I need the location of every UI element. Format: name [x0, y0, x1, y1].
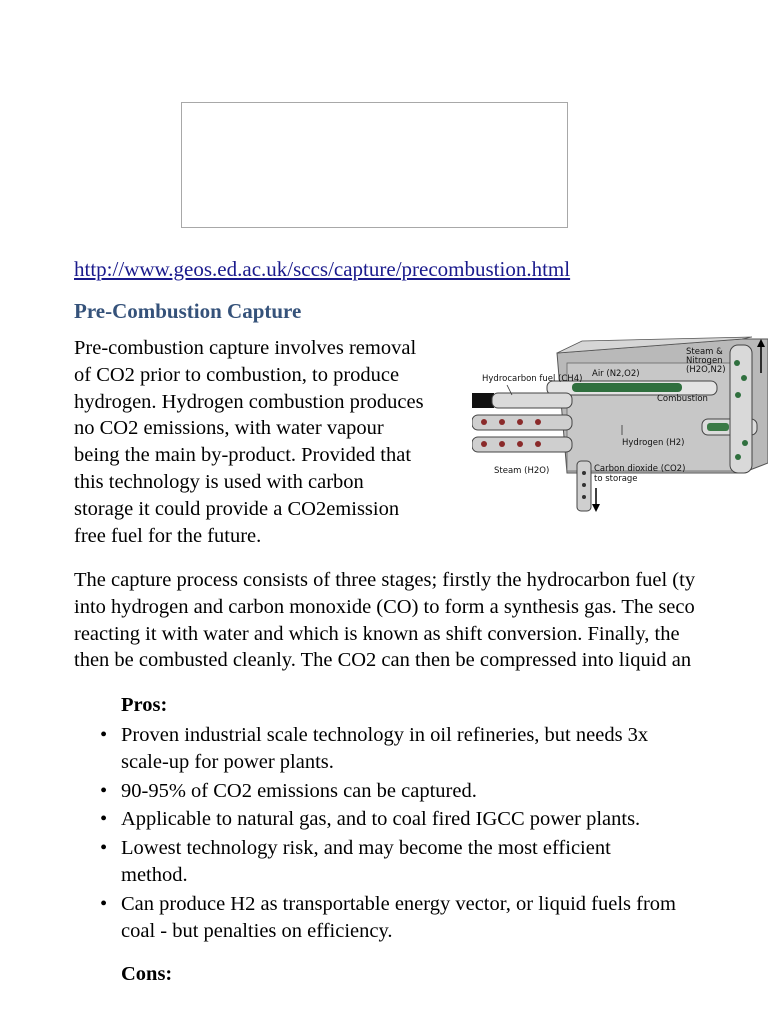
source-url-link[interactable]: http://www.geos.ed.ac.uk/sccs/capture/precombustion.html [74, 257, 571, 281]
label-hydrogen: Hydrogen (H2) [622, 438, 685, 448]
label-steam-nitrogen-2: Nitrogen [686, 356, 723, 366]
embedded-frame-placeholder [181, 102, 568, 228]
list-item-line: Can produce H2 as transportable energy vector, or liquid fuels from [121, 892, 676, 915]
fuel-pipe [492, 393, 572, 408]
list-item-line: scale-up for power plants. [121, 750, 334, 773]
label-steam-nitrogen-3: (H2O,N2) [686, 365, 726, 375]
bullet-icon: • [100, 808, 108, 831]
bullet-icon: • [100, 892, 108, 915]
co2-arrow-head [592, 504, 600, 512]
list-item-line: method. [121, 863, 188, 886]
list-item [100, 835, 760, 889]
stages-paragraph [74, 567, 695, 674]
label-air: Air (N2,O2) [592, 369, 640, 379]
label-steam-nitrogen-1: Steam & [686, 347, 723, 357]
stages-line: into hydrogen and carbon monoxide (CO) to form a synthesis gas. The seco [74, 595, 695, 618]
bullet-icon: • [100, 724, 108, 746]
combustion-gas [707, 423, 729, 431]
bullet-icon: • [100, 837, 108, 860]
diagram-svg [472, 333, 768, 515]
list-item-line: Proven industrial scale technology in oil refineries, but needs 3x [121, 724, 649, 746]
label-combustion: Combustion [657, 394, 708, 404]
label-fuel: Hydrocarbon fuel (CH4) [482, 374, 583, 384]
list-item [100, 778, 760, 805]
pros-heading: Pros: [121, 694, 168, 716]
section-heading: Pre-Combustion Capture [74, 299, 302, 323]
intro-line: Pre-combustion capture involves removal [74, 337, 417, 359]
list-item-line: 90-95% of CO2 emissions can be captured. [121, 779, 477, 802]
pre-combustion-diagram [472, 333, 768, 515]
cons-heading: Cons: [121, 963, 173, 985]
pros-list [100, 722, 760, 946]
list-item-line: Applicable to natural gas, and to coal fired IGCC power plants. [121, 808, 641, 831]
intro-line: being the main by-product. Provided that [74, 444, 412, 467]
intro-line: of CO2 prior to combustion, to produce [74, 363, 400, 386]
intro-line: no CO2 emissions, with water vapour [74, 417, 384, 440]
stages-line: The capture process consists of three stages; firstly the hydrocarbon fuel (ty [74, 569, 696, 591]
label-co2-1: Carbon dioxide (CO2) [594, 464, 686, 474]
list-item-line: coal - but penalties on efficiency. [121, 919, 393, 942]
intro-line: storage it could provide a CO2emission [74, 497, 400, 520]
stages-line: then be combusted cleanly. The CO2 can then be compressed into liquid an [74, 649, 692, 672]
chamber-front [567, 363, 737, 471]
upper-pipe-gas [572, 383, 682, 392]
intro-line: this technology is used with carbon [74, 470, 364, 493]
intro-line: free fuel for the future. [74, 524, 262, 547]
label-steam: Steam (H2O) [494, 466, 550, 476]
list-item [100, 806, 760, 833]
intro-paragraph [74, 335, 474, 549]
list-item [100, 722, 760, 776]
bullet-icon: • [100, 779, 108, 802]
label-co2-2: to storage [594, 474, 638, 484]
list-item-line: Lowest technology risk, and may become the most efficient [121, 837, 611, 860]
fuel-inlet-cap [472, 393, 494, 408]
exhaust-stack [730, 345, 752, 473]
stages-line: reacting it with water and which is known as shift conversion. Finally, the [74, 622, 680, 645]
intro-line: hydrogen. Hydrogen combustion produces [74, 390, 424, 413]
list-item [100, 891, 760, 945]
